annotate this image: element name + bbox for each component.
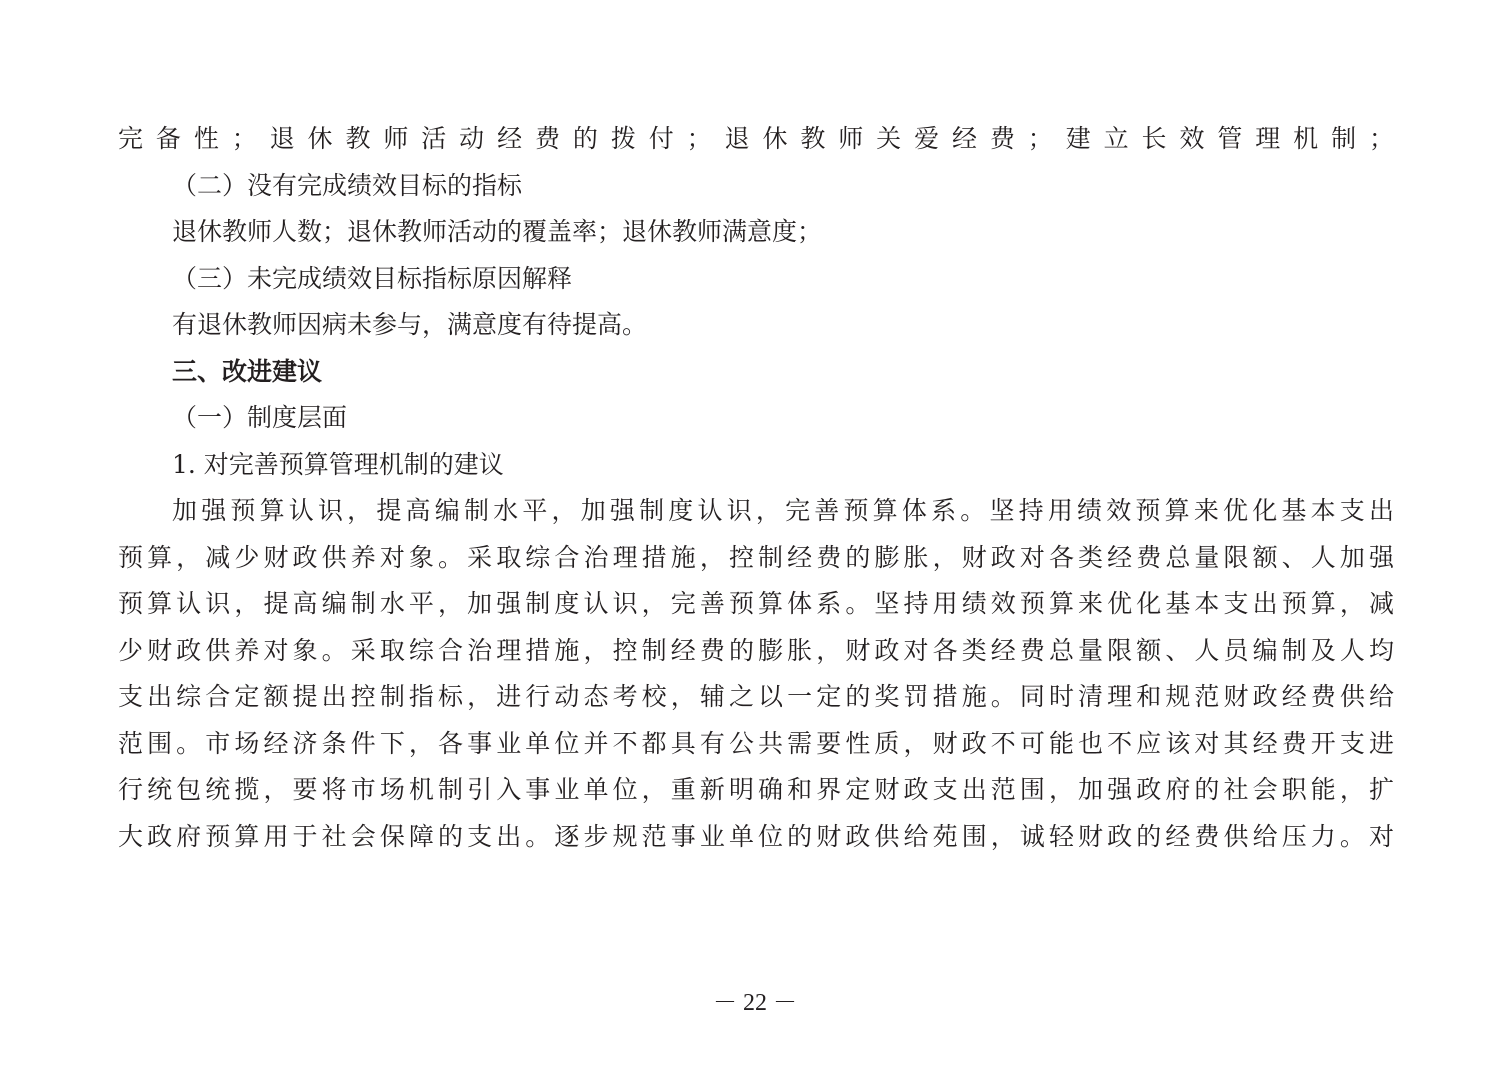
- page-number: － 22 －: [713, 990, 797, 1016]
- body-text-line: 少财政供养对象。采取综合治理措施，控制经费的膨胀，财政对各类经费总量限额、人员编制及人均: [118, 635, 1394, 665]
- body-text-line: 大政府预算用于社会保障的支出。逐步规范事业单位的财政供给苑围，诚轻财政的经费供给压力。对: [118, 821, 1394, 851]
- body-text-line: 行统包统揽，要将市场机制引入事业单位，重新明确和界定财政支出范围，加强政府的社会职能，扩: [118, 775, 1394, 804]
- subsection-heading: （二）没有完成绩效目标的指标: [172, 170, 523, 200]
- body-text-line: 范围。市场经济条件下，各事业单位并不都具有公共需要性质，财政不可能也不应该对其经费开支进: [118, 728, 1394, 758]
- body-text-line: 退休教师人数；退休教师活动的覆盖率；退休教师满意度；: [172, 217, 823, 246]
- subsection-heading: （一）制度层面: [172, 403, 348, 432]
- body-text-line: 有退休教师因病未参与，满意度有待提高。: [172, 310, 648, 339]
- body-text-line: 支出综合定额提出控制指标，进行动态考校，辅之以一定的奖罚措施。同时清理和规范财政经费供给: [118, 682, 1394, 711]
- body-text-line: 预算认识，提高编制水平，加强制度认识，完善预算体系。坚持用绩效预算来优化基本支出预算，减: [118, 589, 1394, 618]
- body-text-line: 预算，减少财政供养对象。采取综合治理措施，控制经费的膨胀，财政对各类经费总量限额、人加强: [118, 542, 1394, 572]
- item-heading: 1. 对完善预算管理机制的建议: [172, 449, 504, 479]
- document-body: [118, 116, 1394, 860]
- section-heading: 三、改进建议: [172, 356, 323, 386]
- subsection-heading: （三）未完成绩效目标指标原因解释: [172, 263, 573, 293]
- body-text-line: 完备性；退休教师活动经费的拨付；退休教师关爱经费；建立长效管理机制；: [118, 124, 1394, 153]
- body-text-line: 加强预算认识，提高编制水平，加强制度认识，完善预算体系。坚持用绩效预算来优化基本支出: [172, 496, 1394, 525]
